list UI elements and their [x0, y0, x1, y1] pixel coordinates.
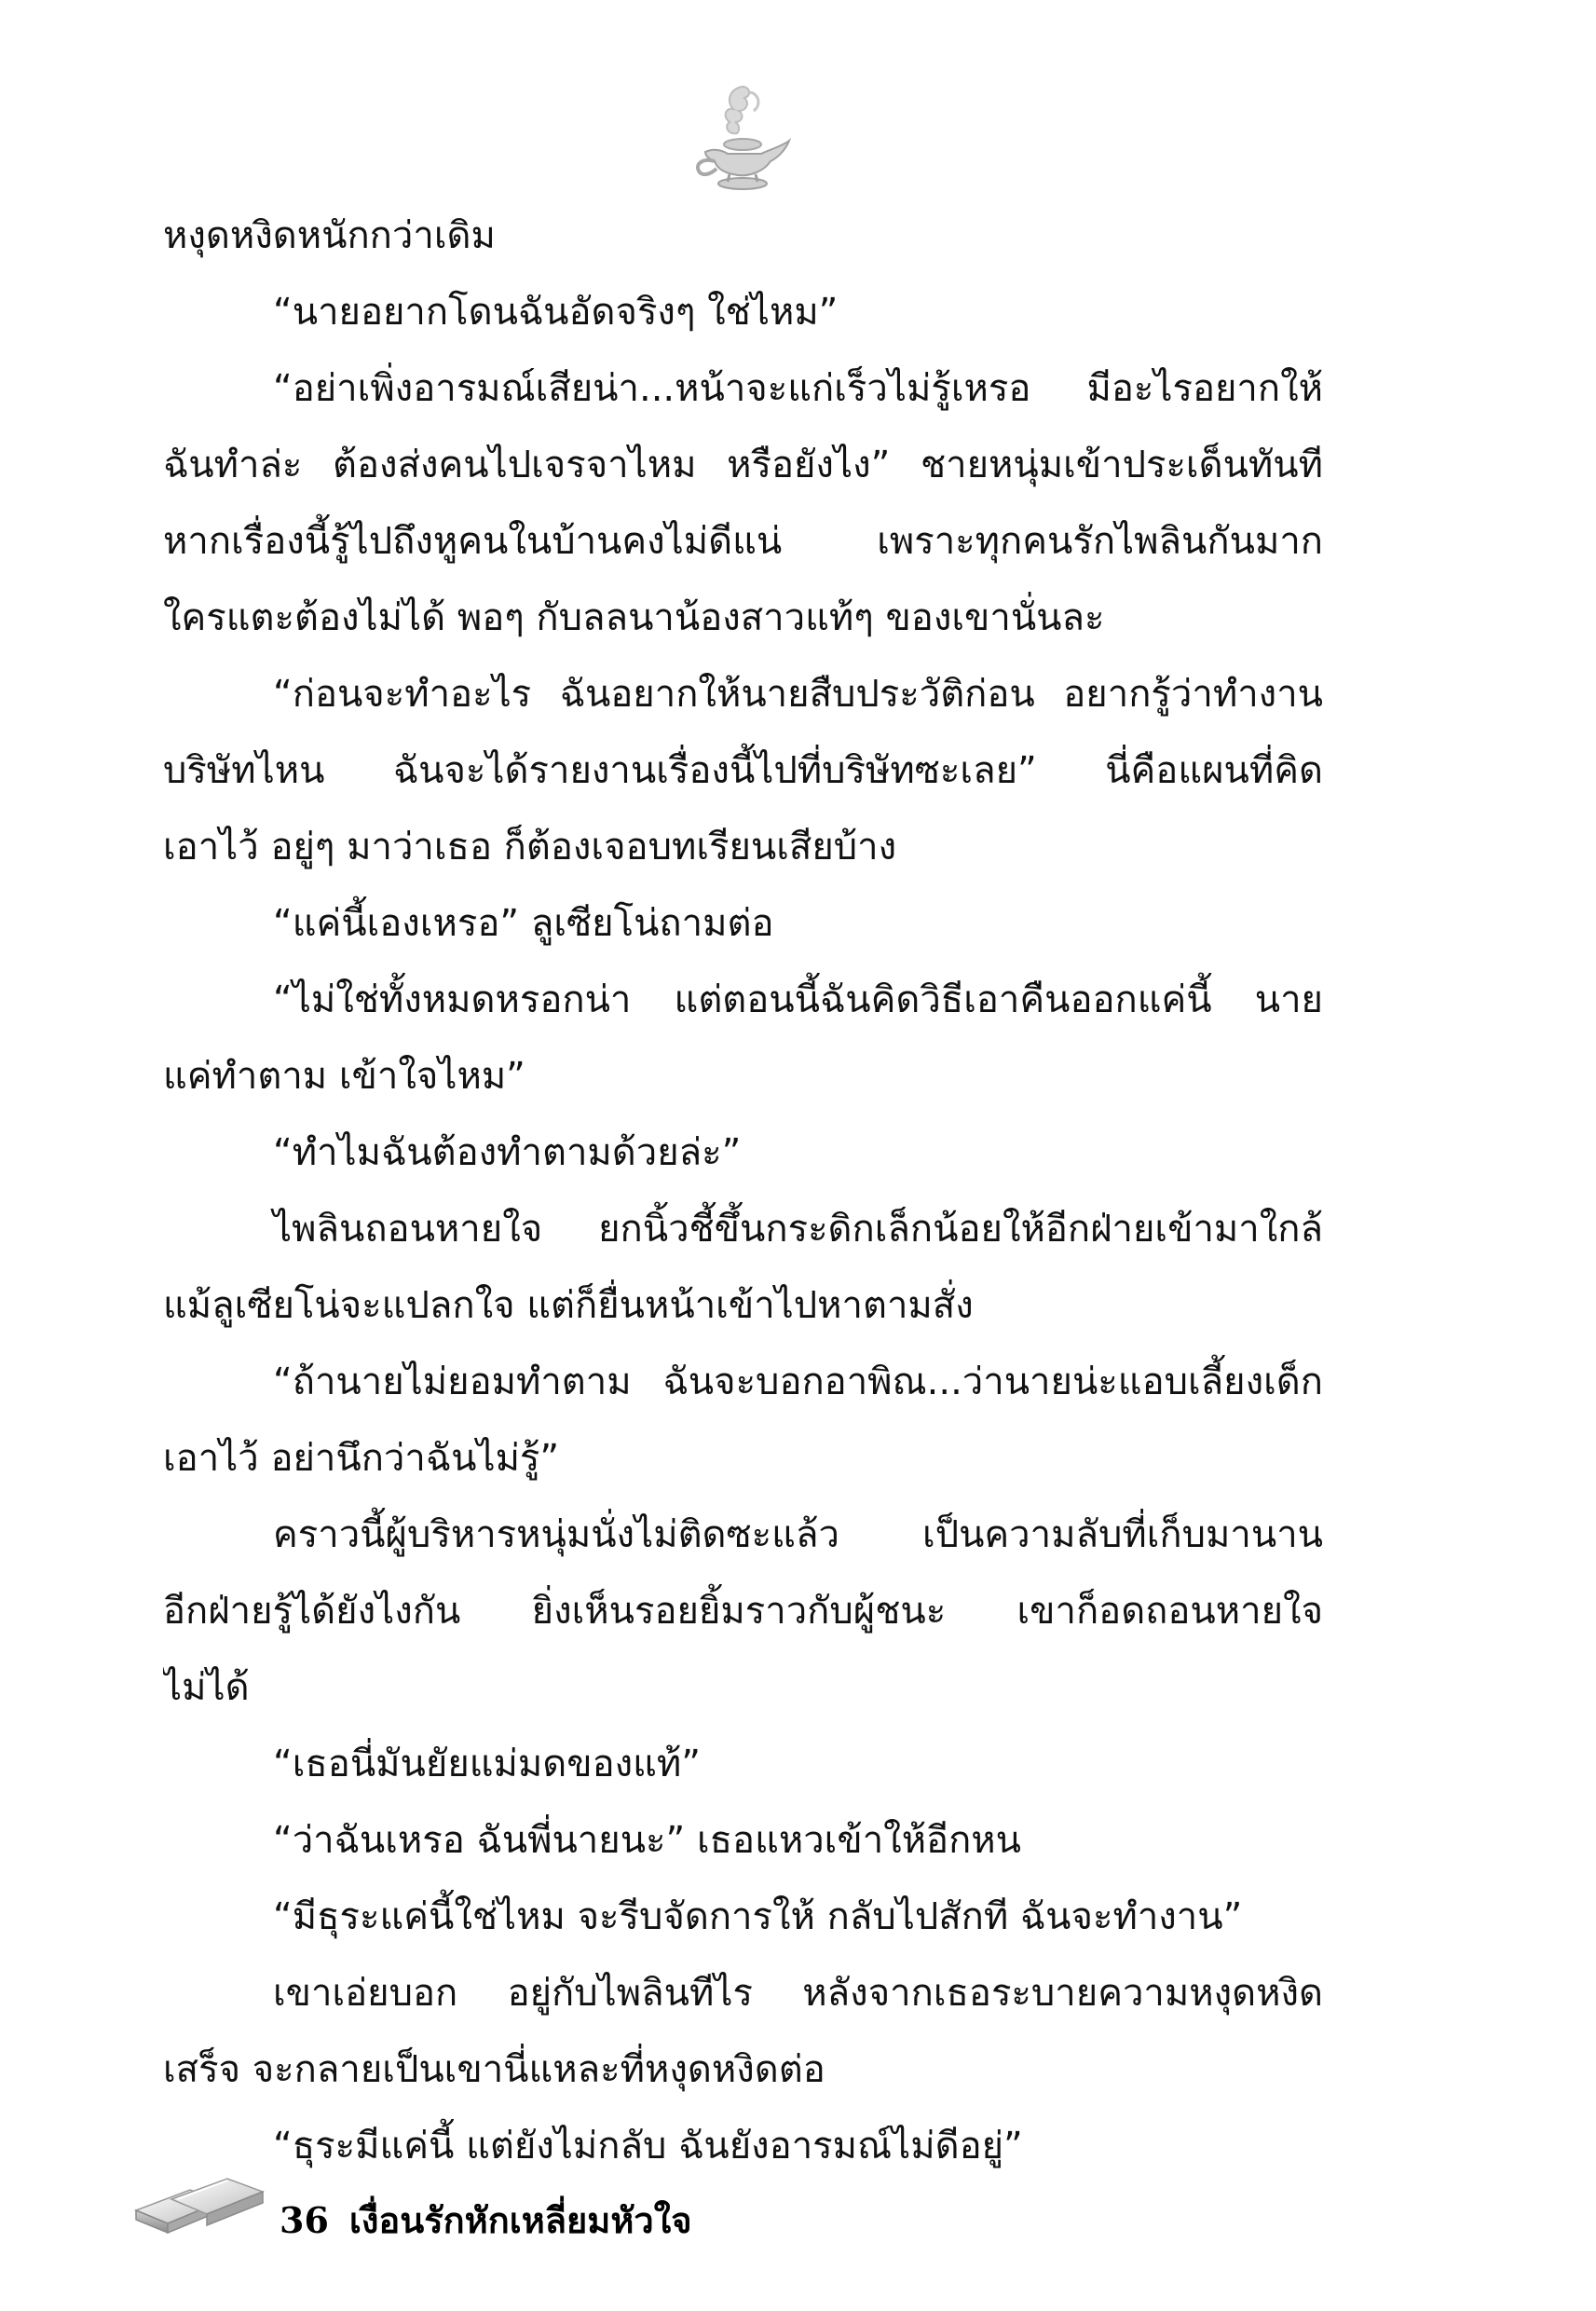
text-line: ใครแตะต้องไม่ได้ พอๆ กับลลนาน้องสาวแท้ๆ ของเขานั่นละ — [163, 596, 1105, 639]
text-line: ฉันทำล่ะ ต้องส่งคนไปเจรจาไหม หรือยังไง” ชายหนุ่มเข้าประเด็นทันที — [163, 444, 1323, 486]
text-line: ไพลินถอนหายใจ ยกนิ้วชี้ขึ้นกระดิกเล็กน้อยให้อีกฝ่ายเข้ามาใกล้ — [273, 1208, 1323, 1251]
text-line: เสร็จ จะกลายเป็นเขานี่แหละที่หงุดหงิดต่อ — [163, 2048, 825, 2091]
text-line: บริษัทไหน ฉันจะได้รายงานเรื่องนี้ไปที่บริษัทซะเลย” นี่คือแผนที่คิด — [163, 749, 1323, 792]
running-footer — [280, 2192, 692, 2249]
text-line: “ถ้านายไม่ยอมทำตาม ฉันจะบอกอาพิณ...ว่านายน่ะแอบเลี้ยงเด็ก — [273, 1361, 1323, 1403]
text-line: “อย่าเพิ่งอารมณ์เสียน่า...หน้าจะแก่เร็วไม่รู้เหรอ มีอะไรอยากให้ — [273, 367, 1323, 410]
text-line: ไม่ได้ — [163, 1666, 250, 1709]
magic-lamp-icon — [685, 79, 806, 196]
text-line: หากเรื่องนี้รู้ไปถึงหูคนในบ้านคงไม่ดีแน่ เพราะทุกคนรักไพลินกันมาก — [163, 520, 1323, 563]
text-line: “มีธุระแค่นี้ใช่ไหม จะรีบจัดการให้ กลับไปสักที ฉันจะทำงาน” — [273, 1895, 1243, 1938]
page-number: 36 — [280, 2199, 329, 2241]
body-text — [163, 198, 1323, 2184]
text-line: คราวนี้ผู้บริหารหนุ่มนั่งไม่ติดซะแล้ว เป็นความลับที่เก็บมานาน — [273, 1513, 1323, 1556]
book-title: เงื่อนรักหักเหลี่ยมหัวใจ — [348, 2199, 692, 2241]
text-line: “ธุระมีแค่นี้ แต่ยังไม่กลับ ฉันยังอารมณ์ไม่ดีอยู่” — [273, 2125, 1023, 2167]
text-line: อีกฝ่ายรู้ได้ยังไงกัน ยิ่งเห็นรอยยิ้มราวกับผู้ชนะ เขาก็อดถอนหายใจ — [163, 1590, 1323, 1633]
text-line: แม้ลูเซียโน่จะแปลกใจ แต่ก็ยื่นหน้าเข้าไปหาตามสั่ง — [163, 1284, 974, 1327]
text-line: “นายอยากโดนฉันอัดจริงๆ ใช่ไหม” — [273, 291, 839, 334]
text-line: เอาไว้ อย่านึกว่าฉันไม่รู้” — [163, 1437, 560, 1480]
text-line: “แค่นี้เองเหรอ” ลูเซียโน่ถามต่อ — [273, 902, 774, 945]
text-line: “ก่อนจะทำอะไร ฉันอยากให้นายสืบประวัติก่อน อยากรู้ว่าทำงาน — [273, 673, 1323, 716]
text-line: “ว่าฉันเหรอ ฉันพี่นายนะ” เธอแหวเข้าให้อีกหน — [273, 1819, 1022, 1862]
text-line: แค่ทำตาม เข้าใจไหม” — [163, 1055, 525, 1098]
text-line: “เธอนี่มันยัยแม่มดของแท้” — [273, 1743, 702, 1785]
text-line: หงุดหงิดหนักกว่าเดิม — [163, 214, 496, 257]
text-line: “ทำไมฉันต้องทำตามด้วยล่ะ” — [273, 1131, 742, 1174]
text-line: เขาเอ่ยบอก อยู่กับไพลินทีไร หลังจากเธอระบายความหงุดหงิด — [273, 1972, 1323, 2015]
text-line: เอาไว้ อยู่ๆ มาว่าเธอ ก็ต้องเจอบทเรียนเสียบ้าง — [163, 826, 897, 868]
silver-bars-icon — [130, 2162, 280, 2241]
page-footer — [130, 2162, 783, 2246]
text-line: “ไม่ใช่ทั้งหมดหรอกน่า แต่ตอนนี้ฉันคิดวิธีเอาคืนออกแค่นี้ นาย — [273, 978, 1323, 1021]
